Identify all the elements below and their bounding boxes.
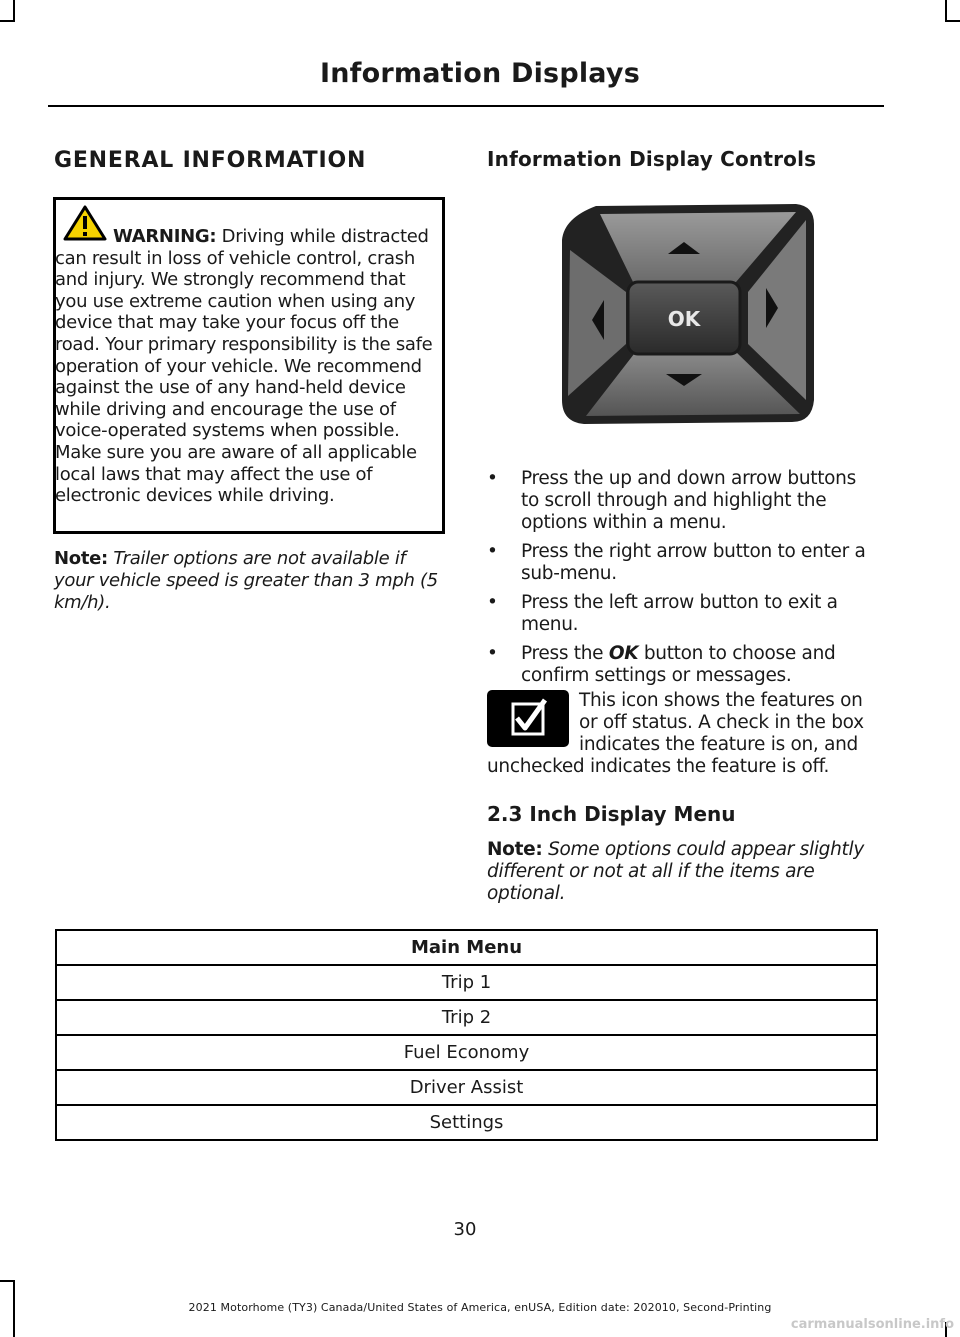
table-row xyxy=(56,965,877,1000)
bullet-text: Press the right arrow button to enter a sub-menu. xyxy=(521,541,866,584)
list-item xyxy=(487,541,879,585)
bullet-ok-label: OK xyxy=(608,643,639,664)
crop-mark xyxy=(945,0,947,22)
table-cell: Trip 1 xyxy=(56,965,877,1000)
steering-wheel-controls-image xyxy=(556,200,816,428)
crop-mark xyxy=(13,0,15,22)
page-header-title: Information Displays xyxy=(320,58,640,89)
crop-mark xyxy=(945,20,960,22)
note-label: Note: xyxy=(487,839,543,860)
warning-label: WARNING: xyxy=(113,226,217,247)
checkbox-explanation xyxy=(487,690,879,778)
table-row xyxy=(56,1035,877,1070)
table-row xyxy=(56,1000,877,1035)
bullet-glyph: • xyxy=(487,643,498,664)
bullet-glyph: • xyxy=(487,541,498,562)
bullet-text: Press the left arrow button to exit a menu. xyxy=(521,592,838,635)
watermark: carmanualsonline.info xyxy=(790,1317,954,1332)
checkbox-explanation-text: This icon shows the features on or off status. A check in the box indicates the feature is on, and unchecked indicates the feature is off. xyxy=(487,690,864,777)
list-item xyxy=(487,643,879,687)
list-item xyxy=(487,592,879,636)
bullet-text: Press the xyxy=(521,643,609,664)
note-body: Some options could appear slightly different or not at all if the items are optional. xyxy=(487,839,864,904)
bullet-text: Press the up and down arrow buttons to scroll through and highlight the options within a menu. xyxy=(521,468,856,533)
table-cell: Fuel Economy xyxy=(56,1035,877,1070)
bullet-glyph: • xyxy=(487,468,498,489)
crop-mark xyxy=(0,20,15,22)
crop-mark xyxy=(0,1280,15,1282)
page-number: 30 xyxy=(453,1219,477,1240)
table-row xyxy=(56,1105,877,1140)
table-row xyxy=(56,1070,877,1105)
table-cell: Settings xyxy=(56,1105,877,1140)
note-label: Note: xyxy=(54,548,108,569)
options-note xyxy=(487,839,879,904)
controls-bullet-list xyxy=(487,468,879,694)
table-header: Main Menu xyxy=(56,930,877,965)
table-cell: Trip 2 xyxy=(56,1000,877,1035)
main-menu-table xyxy=(55,929,878,1141)
note-body: Trailer options are not available if your vehicle speed is greater than 3 mph (5 km/h). xyxy=(54,548,438,613)
section-heading-display-menu: 2.3 Inch Display Menu xyxy=(487,802,736,826)
bullet-text: button to choose and confirm settings or messages. xyxy=(521,643,836,686)
ok-button-label: OK xyxy=(667,307,701,331)
list-item xyxy=(487,468,879,534)
footer-edition-info: 2021 Motorhome (TY3) Canada/United States of America, enUSA, Edition date: 202010, Second-Printing xyxy=(188,1301,772,1314)
section-heading-display-controls: Information Display Controls xyxy=(487,147,817,171)
warning-body: Driving while distracted can result in loss of vehicle control, crash and injury. We strongly recommend that you use extreme caution when using any device that may take your focus off the road. Your primary responsibility is the safe operation of your vehicle. We recommend against the use of any hand-held device while driving and encourage the use of voice-operated systems when possible. Make sure you are aware of all applicable local laws that may affect the use of electronic devices while driving. xyxy=(55,226,433,507)
section-heading-general-information: GENERAL INFORMATION xyxy=(54,148,367,173)
header-divider xyxy=(48,105,884,107)
bullet-glyph: • xyxy=(487,592,498,613)
table-cell: Driver Assist xyxy=(56,1070,877,1105)
warning-text xyxy=(55,226,437,507)
trailer-note xyxy=(54,548,439,613)
